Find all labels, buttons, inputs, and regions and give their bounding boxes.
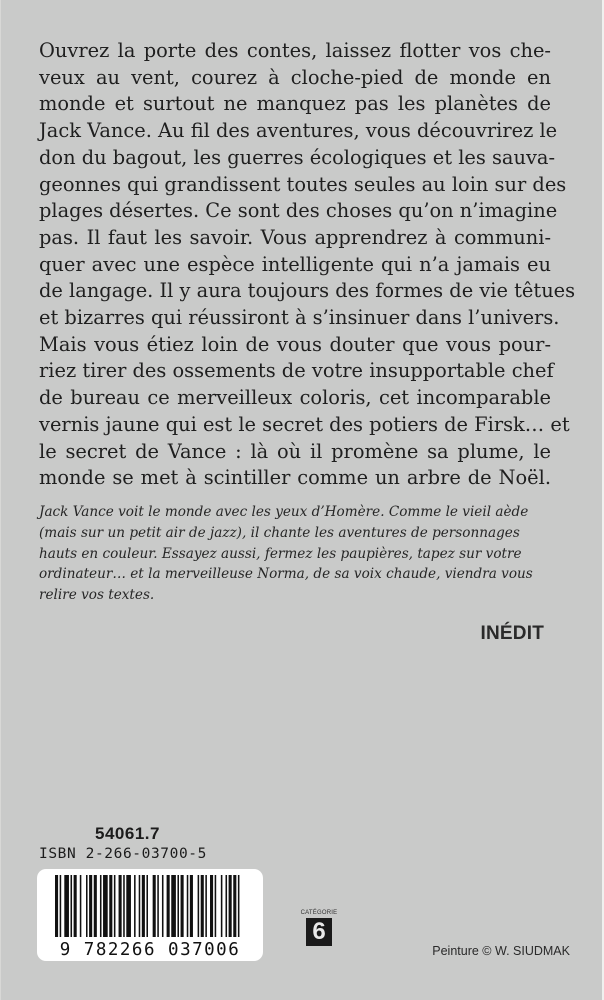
barcode-bar [146,875,148,937]
barcode-bar [71,875,73,937]
blurb-line: quer avec une espèce intelligente qui n’a jamais eu [39,252,551,276]
blurb-line: vernis jaune qui est le secret des potiers de Firsk… et [39,412,570,436]
blurb-line: geonnes qui grandissent toutes seules au loin sur des [39,172,567,196]
barcode-bar [100,875,102,937]
barcode-bar [109,875,112,937]
quote-line: Jack Vance voit le monde avec les yeux d’Homère. Comme le vieil aède [39,504,529,520]
barcode-bar [229,875,232,937]
barcode-bar [221,875,223,937]
barcode-bar [190,875,193,937]
category-number: 6 [306,918,332,946]
product-code: 54061.7 [95,824,160,843]
blurb-line: plages désertes. Ce sont des choses qu’on n’imagine [39,199,558,223]
barcode-bar [86,875,88,937]
barcode-bar [64,875,69,937]
category-label: CATÉGORIE [300,910,338,916]
barcode-bar [103,875,108,937]
barcode-bars-icon [37,869,263,941]
quote-line: hauts en couleur. Essayez aussi, fermez les paupières, tapez sur votre [39,545,522,562]
barcode-bar [142,875,145,937]
barcode-bar [201,875,204,937]
blurb-line: veux au vent, courez à cloche-pied de monde en [39,65,551,89]
barcode-bar [162,875,164,937]
blurb-line: riez tirer des ossements de votre insupportable chef [39,359,554,383]
blurb-line: Mais vous étiez loin de vous douter que vous pour- [39,332,551,356]
barcode-bar [226,875,228,937]
barcode-bar [74,875,77,937]
barcode-bar [187,875,189,937]
barcode-bar [157,875,159,937]
quote-line: relire vos textes. [39,587,155,604]
barcode-bar [139,875,141,937]
barcode-bar [60,875,62,937]
barcode-bar [177,875,179,937]
cover-art-credit: Peinture © W. SIUDMAK [432,944,570,958]
barcode-bar [89,875,92,937]
barcode-bar [215,875,217,937]
barcode-bar [205,875,207,937]
quote-line: (mais sur un petit air de jazz), il chante les aventures de personnages [39,524,520,541]
isbn-number: ISBN 2-266-03700-5 [39,846,207,862]
barcode-bar [167,875,170,937]
barcode-bar [119,875,122,937]
barcode-bar [181,875,184,937]
barcode-bar [126,875,131,937]
barcode-bar [134,875,136,937]
blurb-line: monde se met à scintiller comme un arbre de Noël. [39,466,551,490]
barcode-bar [114,875,116,937]
quote-line: ordinateur… et la merveilleuse Norma, de sa voix chaude, viendra vous [39,566,533,583]
inedit-label: INÉDIT [480,623,544,644]
blurb-line: pas. Il faut les savoir. Vous apprendrez à communi- [39,225,551,249]
blurb-line: le secret de Vance : là où il promène sa plume, le [39,439,551,463]
blurb-line: monde et surtout ne manquez pas les planètes de [39,92,551,116]
barcode-bar [123,875,125,937]
barcode-bar [210,875,213,937]
barcode-bar [80,875,82,937]
category-badge [299,910,339,946]
blurb-text [39,38,576,492]
barcode-bar [238,875,240,937]
barcode-bar [55,875,58,937]
barcode-bar [171,875,176,937]
review-quote [39,502,551,606]
blurb-line: Jack Vance. Au fil des aventures, vous découvrirez le [39,119,558,143]
barcode-bar [94,875,97,937]
blurb-line: Ouvrez la porte des contes, laissez flotter vos che- [39,39,551,62]
blurb-line: et bizarres qui réussiront à s’insinuer dans l’univers. [39,306,560,330]
barcode-bar [198,875,200,937]
barcode [37,869,263,961]
barcode-bar [233,875,236,937]
barcode-digits: 9 782266 037006 [59,940,241,960]
blurb-line: de bureau ce merveilleux coloris, cet incomparable [39,386,551,410]
blurb-line: de langage. Il y aura toujours des formes de vie têtues [39,279,576,303]
blurb-line: don du bagout, les guerres écologiques et les sauva- [39,145,556,169]
barcode-bar [153,875,156,937]
